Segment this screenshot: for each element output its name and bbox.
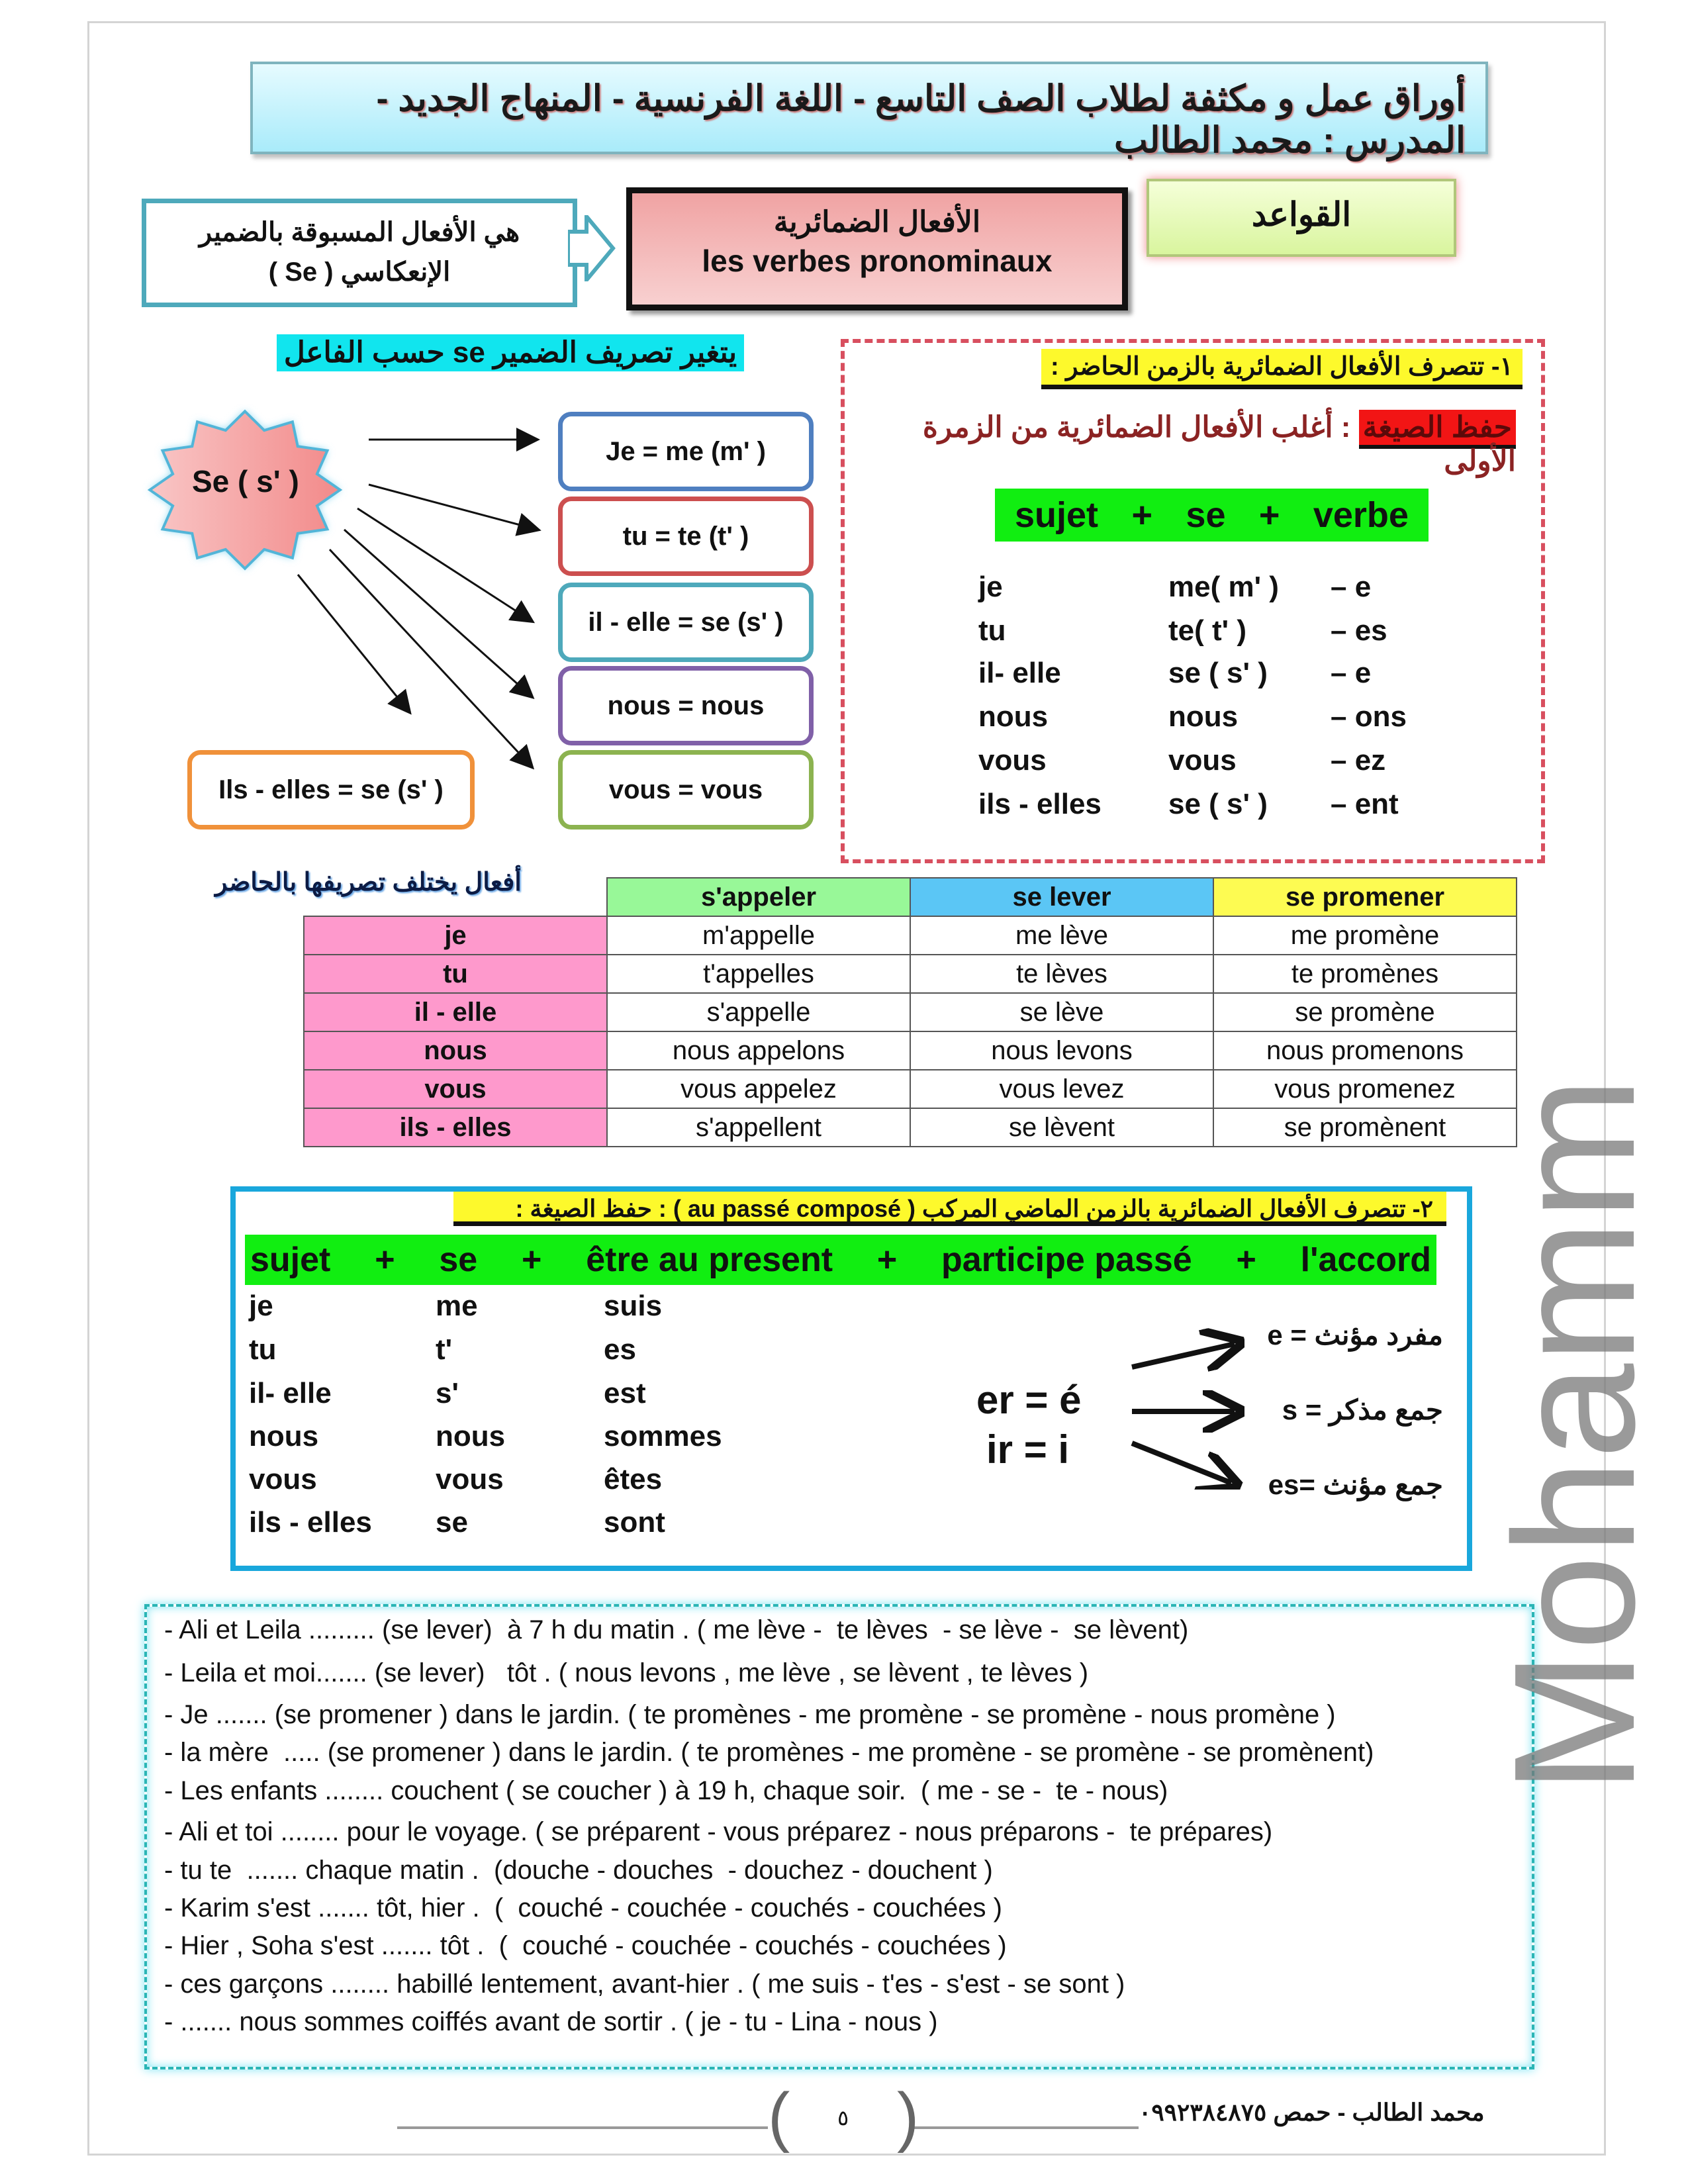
present-ending: – es — [1331, 614, 1387, 647]
pronoun-box-ils-elles: Ils - elles = se (s' ) — [187, 750, 475, 830]
exercise-item: - Leila et moi....... (se lever) tôt . ( nous levons , me lève , se lèvent , te lèves ) — [164, 1658, 1089, 1687]
passe-compose-pronoun: t' — [436, 1333, 453, 1366]
formula-part: verbe — [1313, 495, 1409, 535]
conjugation-cell: nous promenons — [1213, 1031, 1517, 1070]
page-number: ٥ — [837, 2106, 849, 2130]
pronoun-arrows — [0, 0, 596, 828]
pronoun-cell: tu — [304, 955, 607, 993]
pronoun-cell: je — [304, 916, 607, 955]
page-bracket-right: ) — [897, 2079, 919, 2154]
pronoun-cell: ils - elles — [304, 1108, 607, 1147]
present-ending: – ez — [1331, 744, 1386, 777]
passe-compose-formula — [245, 1235, 1436, 1285]
passe-compose-aux: est — [604, 1377, 646, 1409]
formula-part: sujet — [250, 1241, 331, 1279]
pronoun-box-nous: nous = nous — [558, 666, 814, 745]
passe-compose-subject: nous — [249, 1420, 319, 1452]
conjugation-cell: m'appelle — [607, 916, 910, 955]
section-scroll-label — [1147, 179, 1456, 257]
passe-compose-aux: suis — [604, 1290, 663, 1322]
present-subject: nous — [978, 700, 1049, 733]
footer-rule — [397, 2126, 768, 2129]
exercise-item: - tu te ....... chaque matin . (douche - douches - douchez - douchent ) — [164, 1856, 993, 1885]
formula-part: se — [1186, 495, 1226, 535]
formula-part: sujet — [1015, 495, 1099, 535]
present-subject: ils - elles — [978, 788, 1102, 820]
conjugation-cell: s'appelle — [607, 993, 910, 1031]
formula-part: + — [375, 1241, 395, 1279]
conjugation-cell: se lève — [910, 993, 1213, 1031]
present-formula — [995, 489, 1429, 542]
conjugation-cell: vous appelez — [607, 1070, 910, 1108]
exercise-item: - Je ....... (se promener ) dans le jardin. ( te promènes - me promène - se promène - nous promène ) — [164, 1700, 1336, 1729]
pronoun-map-heading: يتغير تصريف الضمير se حسب الفاعل — [277, 334, 744, 371]
agreement-fem-sing: مفرد مؤنث = e — [1267, 1319, 1443, 1351]
passe-compose-heading: ٢- تتصرف الأفعال الضمائرية بالزمن الماضي المركب ( au passé composé ) : حفظ الصيغة : — [453, 1192, 1446, 1226]
conjugation-cell: me lève — [910, 916, 1213, 955]
conjugation-cell: te lèves — [910, 955, 1213, 993]
footer-author: محمد الطالب - حمص ٠٩٩٢٣٨٤٨٧٥ — [1139, 2099, 1485, 2126]
formula-part: se — [439, 1241, 478, 1279]
table-header-row — [304, 878, 1517, 916]
header-title: أوراق عمل و مكثفة لطلاب الصف التاسع - اللغة الفرنسية - المنهاج الجديد - المدرس : محمد الطالب — [376, 79, 1466, 160]
pronoun-box-je: Je = me (m' ) — [558, 412, 814, 491]
table-row — [304, 1070, 1517, 1108]
passe-compose-aux: êtes — [604, 1463, 663, 1496]
conjugation-cell: te promènes — [1213, 955, 1517, 993]
conjugation-cell: se promènent — [1213, 1108, 1517, 1147]
footer-rule — [914, 2126, 1139, 2129]
table-row — [304, 955, 1517, 993]
irregular-verbs-table — [303, 877, 1517, 1147]
rule-er: er = é — [976, 1378, 1082, 1422]
arrow-icon — [369, 485, 538, 530]
conjugation-cell: me promène — [1213, 916, 1517, 955]
page-bracket-left: ( — [768, 2079, 790, 2154]
present-pronoun: se ( s' ) — [1168, 657, 1268, 689]
conjugation-cell: nous appelons — [607, 1031, 910, 1070]
conjugation-cell: vous promenez — [1213, 1070, 1517, 1108]
exercise-item: - Les enfants ........ couchent ( se coucher ) à 19 h, chaque soir. ( me - se - te - nous) — [164, 1776, 1168, 1805]
passe-compose-subject: vous — [249, 1463, 317, 1496]
passe-compose-subject: tu — [249, 1333, 277, 1366]
passe-compose-pronoun: nous — [436, 1420, 506, 1452]
pronoun-cell: nous — [304, 1031, 607, 1070]
arrow-icon — [344, 530, 532, 696]
present-ending: – e — [1331, 571, 1372, 603]
passe-compose-subject: ils - elles — [249, 1506, 372, 1539]
present-ending: – e — [1331, 657, 1372, 689]
arrow-icon — [330, 549, 532, 767]
present-pronoun: nous — [1168, 700, 1239, 733]
present-subject: il- elle — [978, 657, 1061, 689]
present-subject: je — [978, 571, 1003, 603]
exercise-item: - ....... nous sommes coiffés avant de sortir . ( je - tu - Lina - nous ) — [164, 2007, 938, 2036]
definition-line-1: هي الأفعال المسبوقة بالضمير — [199, 218, 520, 247]
agreement-arrows — [1125, 1317, 1244, 1490]
present-pronoun: me( m' ) — [1168, 571, 1279, 603]
arrow-icon — [298, 575, 409, 712]
table-row — [304, 993, 1517, 1031]
present-formula-note — [861, 410, 1516, 478]
agreement-fem-plural: جمع مؤنث =es — [1268, 1469, 1443, 1500]
topic-title-box — [626, 187, 1128, 310]
present-ending: – ons — [1331, 700, 1407, 733]
pronoun-box-tu: tu = te (t' ) — [558, 497, 814, 576]
table-row — [304, 1031, 1517, 1070]
passe-compose-subject: il- elle — [249, 1377, 332, 1409]
passe-compose-aux: sont — [604, 1506, 665, 1539]
formula-part: + — [876, 1241, 898, 1279]
arrow-icon — [1132, 1344, 1235, 1367]
passe-compose-subject: je — [249, 1290, 273, 1322]
conjugation-cell: se lèvent — [910, 1108, 1213, 1147]
column-header: se promener — [1213, 878, 1517, 916]
passe-compose-aux: sommes — [604, 1420, 722, 1452]
passe-compose-pronoun: s' — [436, 1377, 459, 1409]
watermark: Mohamm — [1479, 1076, 1671, 1794]
pronoun-box-il-elle: il - elle = se (s' ) — [558, 583, 814, 662]
exercise-item: - Ali et toi ........ pour le voyage. ( se préparent - vous préparez - nous préparons - te prépares) — [164, 1817, 1273, 1846]
conjugation-cell: s'appellent — [607, 1108, 910, 1147]
passe-compose-pronoun: vous — [436, 1463, 504, 1496]
present-pronoun: vous — [1168, 744, 1237, 777]
conjugation-cell: vous levez — [910, 1070, 1213, 1108]
formula-tag: حفظ الصيغة — [1359, 410, 1516, 449]
formula-part: + — [1236, 1241, 1256, 1279]
formula-note: : أغلب الأفعال الضمائرية من الزمرة الأولى — [922, 411, 1516, 477]
present-ending: – ent — [1331, 788, 1399, 820]
irregular-table-title: أفعال يختلف تصريفها بالحاضر — [215, 869, 522, 896]
conjugation-cell: t'appelles — [607, 955, 910, 993]
topic-title-arabic: الأفعال الضمائرية — [773, 206, 981, 238]
section-label: القواعد — [1251, 196, 1352, 233]
exercise-item: - la mère ..... (se promener ) dans le jardin. ( te promènes - me promène - se promène - se promènent) — [164, 1738, 1374, 1767]
star-label: Se ( s' ) — [192, 464, 299, 499]
formula-part: + — [1258, 495, 1280, 535]
topic-title-french: les verbes pronominaux — [702, 244, 1053, 278]
passe-compose-aux: es — [604, 1333, 636, 1366]
formula-part: être au present — [586, 1241, 833, 1279]
present-heading: ١- تتصرف الأفعال الضمائرية بالزمن الحاضر : — [1041, 349, 1523, 389]
table-row — [304, 916, 1517, 955]
column-header: s'appeler — [607, 878, 910, 916]
present-subject: tu — [978, 614, 1006, 647]
column-header: se lever — [910, 878, 1213, 916]
formula-part: participe passé — [941, 1241, 1192, 1279]
definition-line-2: الإنعكاسي ( Se ) — [268, 258, 451, 287]
exercise-item: - ces garçons ........ habillé lentement, avant-hier . ( me suis - t'es - s'est - se sont ) — [164, 1970, 1125, 1999]
present-subject: vous — [978, 744, 1047, 777]
present-pronoun: se ( s' ) — [1168, 788, 1268, 820]
passe-compose-pronoun: se — [436, 1506, 468, 1539]
formula-part: l'accord — [1300, 1241, 1431, 1279]
exercise-item: - Hier , Soha s'est ....... tôt . ( couché - couchée - couchés - couchées ) — [164, 1931, 1007, 1960]
agreement-masc-plural: جمع مذكر = s — [1282, 1394, 1443, 1425]
exercise-item: - Ali et Leila ......... (se lever) à 7 h du matin . ( me lève - te lèves - se lève - se lèvent) — [164, 1615, 1189, 1644]
table-corner — [304, 878, 607, 916]
present-pronoun: te( t' ) — [1168, 614, 1246, 647]
table-row — [304, 1108, 1517, 1147]
conjugation-cell: nous levons — [910, 1031, 1213, 1070]
formula-part: + — [1131, 495, 1152, 535]
formula-part: + — [522, 1241, 542, 1279]
conjugation-cell: se promène — [1213, 993, 1517, 1031]
arrow-icon — [1132, 1443, 1231, 1483]
pronoun-cell: vous — [304, 1070, 607, 1108]
pronoun-box-vous: vous = vous — [558, 750, 814, 830]
exercise-item: - Karim s'est ....... tôt, hier . ( couché - couchée - couchés - couchées ) — [164, 1893, 1002, 1923]
pronoun-cell: il - elle — [304, 993, 607, 1031]
passe-compose-pronoun: me — [436, 1290, 478, 1322]
rule-ir: ir = i — [986, 1427, 1070, 1472]
